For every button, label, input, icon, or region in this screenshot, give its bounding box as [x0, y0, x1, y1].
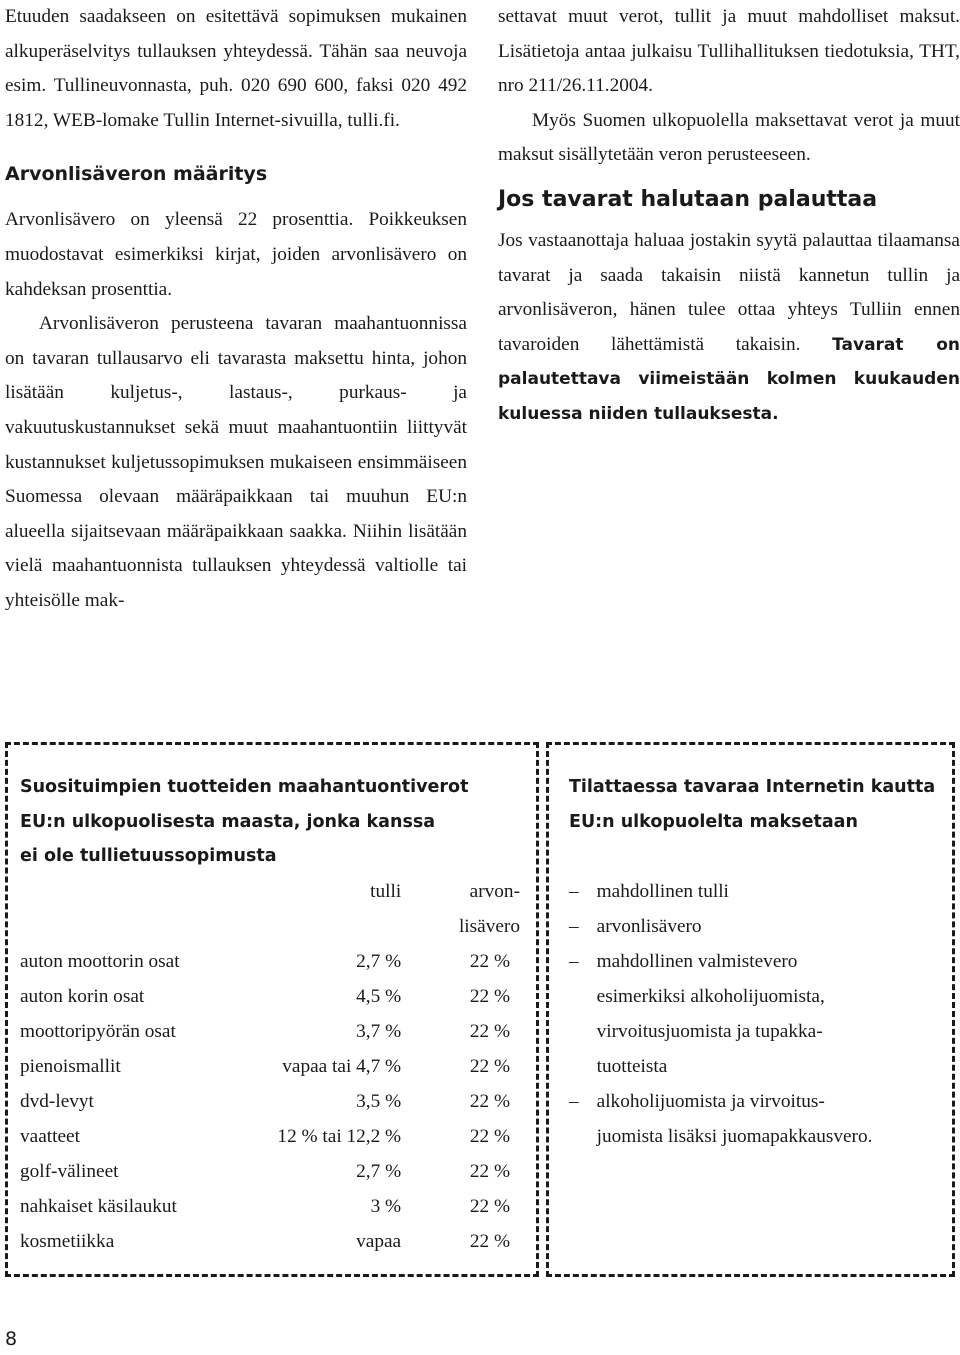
return-paragraph [498, 224, 960, 432]
table-row [20, 1119, 520, 1154]
duty-cell: vapaa [356, 1231, 402, 1252]
dash-marker: – [569, 951, 579, 972]
table-row [20, 1154, 520, 1189]
product-cell: golf-välineet [20, 1161, 119, 1182]
duty-cell: 3 % [370, 1196, 402, 1217]
table-row [20, 1049, 520, 1084]
vat-cell: 22 % [469, 1091, 511, 1112]
dash-marker: – [569, 1091, 579, 1112]
list-item-text: mahdollinen valmistevero [596, 951, 798, 972]
return-heading: Jos tavarat halutaan palauttaa [498, 186, 878, 212]
table-header [20, 874, 520, 944]
vat-cell: 22 % [469, 1021, 511, 1042]
table-row [20, 1189, 520, 1224]
product-cell: auton korin osat [20, 986, 145, 1007]
product-cell: dvd-levyt [20, 1091, 94, 1112]
duty-cell: 4,5 % [356, 986, 402, 1007]
table-body [20, 944, 520, 1259]
header-vat [401, 874, 520, 944]
list-item-continuation [569, 1119, 954, 1154]
charges-list [569, 874, 954, 1154]
return-deadline-text: Tavarat on palautettava viimeistään kolmen kuukauden kuluessa niiden tullauksesta. [498, 334, 960, 424]
import-duties-title-line: EU:n ulkopuolisesta maasta, jonka kanssa [20, 811, 436, 832]
internet-order-title [569, 770, 935, 839]
import-duties-title-line: ei ole tullietuussopimusta [20, 846, 277, 867]
vat-cell: 22 % [469, 1196, 511, 1217]
header-product [20, 874, 243, 944]
vat-cell: 22 % [469, 1056, 511, 1077]
list-item-text: tuotteista [596, 1056, 668, 1077]
duty-cell: 3,5 % [356, 1091, 402, 1112]
import-duties-box [5, 742, 539, 1277]
product-cell: pienoismallit [20, 1056, 121, 1077]
vat-cell: 22 % [469, 1126, 511, 1147]
list-item-continuation [569, 979, 954, 1014]
continuation-paragraph: settavat muut verot, tullit ja muut mahdolliset maksut. Lisätietoja antaa julkaisu Tullihallituksen tiedotuksia, THT, nro 211/26.11.2004. [498, 6, 960, 97]
product-cell: nahkaiset käsilaukut [20, 1196, 177, 1217]
list-item-continuation [569, 1014, 954, 1049]
list-item [569, 874, 954, 909]
vat-cell: 22 % [469, 1231, 511, 1252]
import-duties-title [20, 770, 468, 874]
duty-cell: vapaa tai 4,7 % [282, 1056, 402, 1077]
page-number: 8 [5, 1328, 18, 1350]
list-item-text: virvoitusjuomista ja tupakka- [596, 1021, 823, 1042]
dash-marker [569, 1049, 587, 1084]
list-item [569, 909, 954, 944]
header-vat-line: lisävero [458, 916, 520, 937]
dash-marker: – [569, 916, 579, 937]
dash-marker [569, 1014, 587, 1049]
list-item-text: esimerkiksi alkoholijuomista, [596, 986, 825, 1007]
product-cell: kosmetiikka [20, 1231, 115, 1252]
header-duty: tulli [370, 881, 402, 902]
outside-eu-paragraph: Myös Suomen ulkopuolella maksettavat verot ja muut maksut sisällytetään veron perusteeseen. [498, 109, 960, 166]
internet-order-title-line: EU:n ulkopuolelta maksetaan [569, 811, 858, 832]
list-item [569, 1084, 954, 1119]
table-row [20, 1224, 520, 1259]
product-cell: vaatteet [20, 1126, 80, 1147]
vat-cell: 22 % [469, 1161, 511, 1182]
return-text: Jos vastaanottaja haluaa jostakin syytä palauttaa tilaamansa tavarat ja saada takaisin niistä kannetun tullin ja arvonlisäveron, hänen tulee ottaa yhteys Tulliin ennen tavaroiden lähettämistä takaisin. [498, 229, 960, 355]
import-duties-title-line: Suosituimpien tuotteiden maahantuontiverot [20, 777, 469, 797]
internet-order-box [546, 742, 955, 1277]
vat-cell: 22 % [469, 951, 511, 972]
product-cell: moottoripyörän osat [20, 1021, 176, 1042]
header-vat-line: arvon- [469, 881, 520, 902]
dash-marker [569, 979, 587, 1014]
list-item-text: alkoholijuomista ja virvoitus- [596, 1091, 825, 1112]
table-row [20, 1014, 520, 1049]
internet-order-title-line: Tilattaessa tavaraa Internetin kautta [569, 777, 936, 797]
duty-cell: 3,7 % [356, 1021, 402, 1042]
duty-cell: 2,7 % [356, 951, 402, 972]
vat-cell: 22 % [469, 986, 511, 1007]
list-item-text: mahdollinen tulli [596, 881, 729, 902]
table-row [20, 1084, 520, 1119]
duty-cell: 12 % tai 12,2 % [277, 1126, 402, 1147]
list-item-text: juomista lisäksi juomapakkausvero. [596, 1126, 873, 1147]
import-duties-table [20, 874, 520, 1259]
intro-paragraph: Etuuden saadakseen on esitettävä sopimuksen mukainen alkuperäselvitys tullauksen yhteydessä. Tähän saa neuvoja esim. Tullineuvonnasta, puh. 020 690 600, faksi 020 492 1812, WEB-lomake Tullin Internet-sivuilla, tulli.fi. [5, 6, 467, 131]
right-column [498, 0, 960, 432]
left-column [5, 0, 467, 619]
vat-heading: Arvonlisäveron määritys [5, 163, 268, 186]
list-item [569, 944, 954, 979]
table-row [20, 979, 520, 1014]
table-row [20, 944, 520, 979]
list-item-text: arvonlisävero [596, 916, 702, 937]
vat-basis-paragraph: Arvonlisäveron perusteena tavaran maahantuonnissa on tavaran tullausarvo eli tavarasta maksettu hinta, johon lisätään kuljetus-, lastaus-, purkaus- ja vakuutuskustannukset sekä muut maahantuontiin liittyvät kustannukset kuljetussopimuksen mukaiseen ensimmäiseen Suomessa olevaan määräpaikkaan tai muuhun EU:n alueella sijaitsevaan määräpaikkaan saakka. Niihin lisätään vielä maahantuonnista tullauksen yhteydessä valtiolle tai yhteisölle mak- [5, 313, 467, 611]
dash-marker [569, 1119, 587, 1154]
dash-marker: – [569, 881, 579, 902]
duty-cell: 2,7 % [356, 1161, 402, 1182]
product-cell: auton moottorin osat [20, 951, 180, 972]
list-item-continuation [569, 1049, 954, 1084]
vat-rate-paragraph: Arvonlisävero on yleensä 22 prosenttia. Poikkeuksen muodostavat esimerkiksi kirjat, joiden arvonlisävero on kahdeksan prosenttia. [5, 209, 467, 300]
